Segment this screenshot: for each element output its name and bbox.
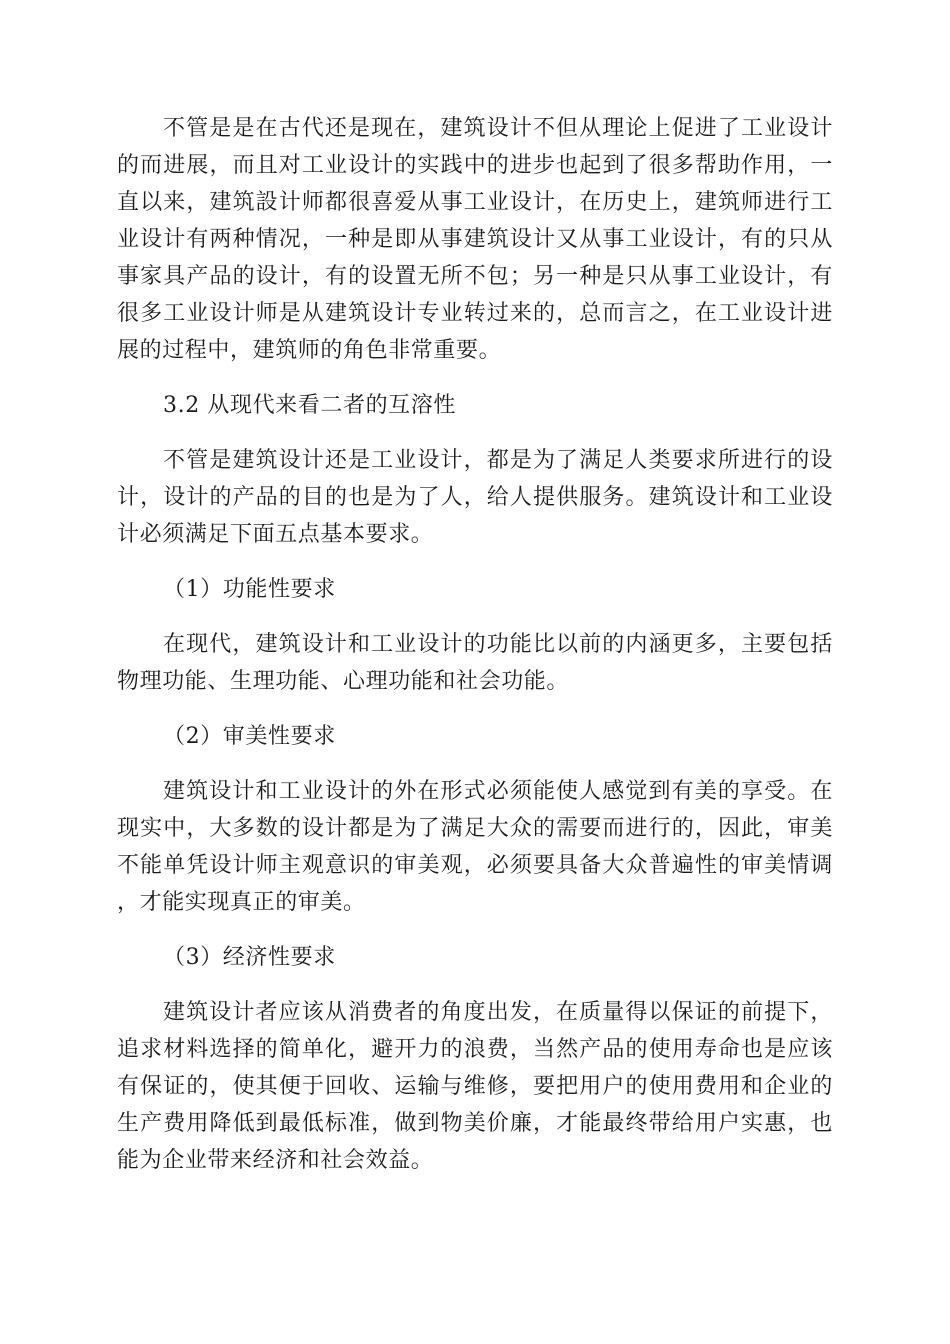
paragraph-aesthetic: 建筑设计和工业设计的外在形式必须能使人感觉到有美的享受。在现实中，大多数的设计都是为了满足大众的需要而进行的，因此，审美不能单凭设计师主观意识的审美观，必须要具备大众普遍性的审美情调，才能实现真正的审美。	[117, 779, 833, 915]
paragraph-functional: 在现代，建筑设计和工业设计的功能比以前的内涵更多，主要包括物理功能、生理功能、心理功能和社会功能。	[117, 632, 833, 694]
section-heading-3-2: 3.2 从现代来看二者的互溶性	[163, 393, 456, 418]
paragraph-architect-role: 不管是是在古代还是现在，建筑设计不但从理论上促进了工业设计的而进展，而且对工业设计的实践中的进步也起到了很多帮助作用，一直以来，建筑設计师都很喜爱从事工业设计，在历史上，建筑师进行工业设计有两种情况，一种是即从事建筑设计又从事工业设计，有的只从事家具产品的设计，有的设置无所不包；另一种是只从事工业设计，有很多工业设计师是从建筑设计专业转过来的，总而言之，在工业设计进展的过程中，建筑师的角色非常重要。	[117, 116, 833, 363]
subheading-aesthetic: （2）审美性要求	[163, 724, 336, 749]
paragraph-economic: 建筑设计者应该从消费者的角度出发，在质量得以保证的前提下，追求材料选择的简单化，避开力的浪费，当然产品的使用寿命也是应该有保证的，使其便于回收、运输与维修，要把用户的使用费用和企业的生产费用降低到最低标准，做到物美价廉，才能最终带给用户实惠，也能为企业带来经济和社会效益。	[117, 1000, 833, 1173]
subheading-economic: （3）经济性要求	[163, 945, 336, 970]
document-page	[117, 110, 833, 1179]
subheading-functional: （1）功能性要求	[163, 577, 336, 602]
paragraph-basic-requirements: 不管是建筑设计还是工业设计，都是为了满足人类要求所进行的设计，设计的产品的目的也是为了人，给人提供服务。建筑设计和工业设计必须满足下面五点基本要求。	[117, 448, 833, 547]
